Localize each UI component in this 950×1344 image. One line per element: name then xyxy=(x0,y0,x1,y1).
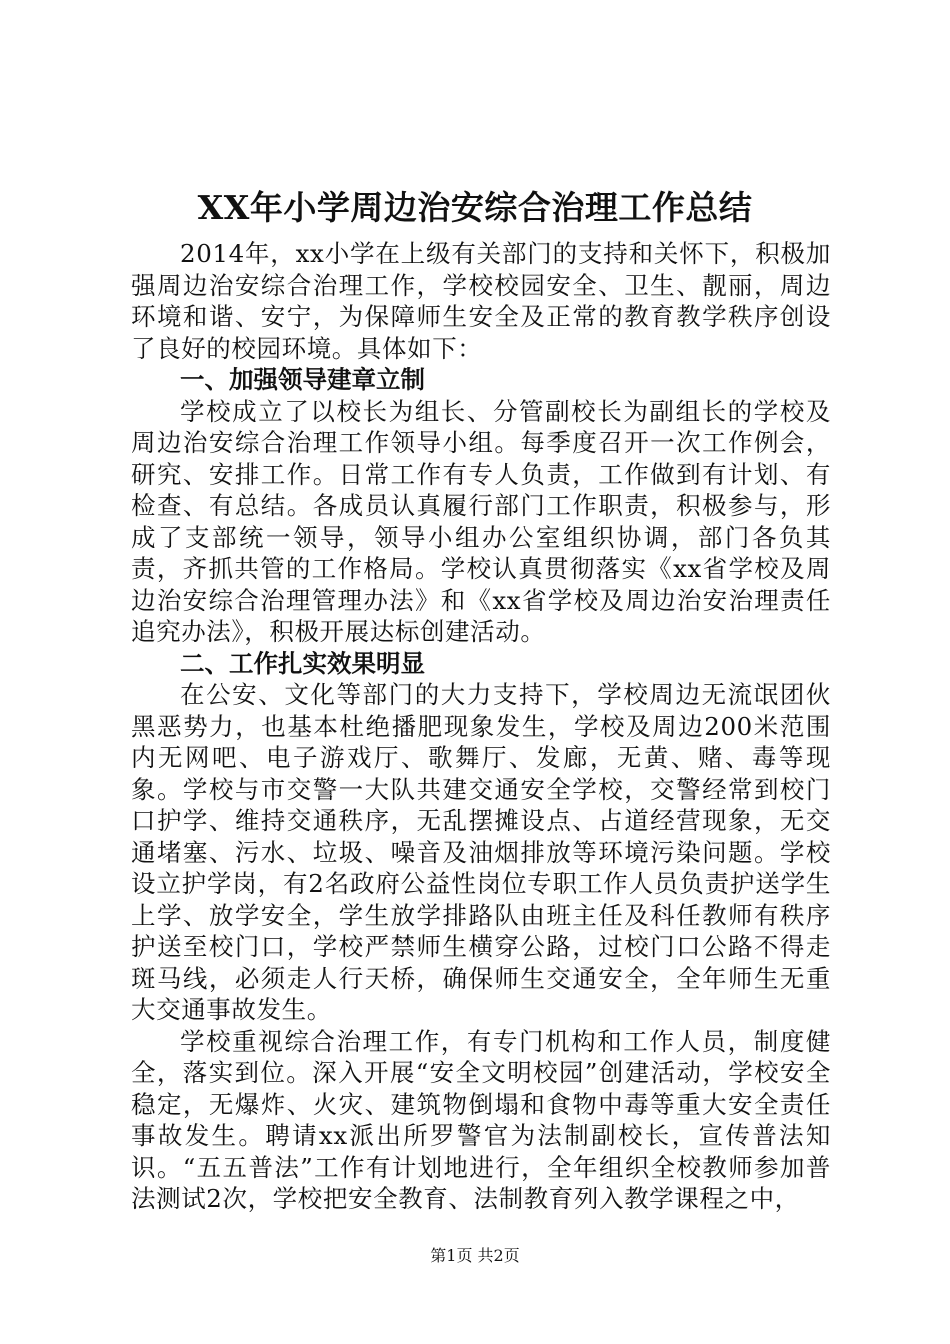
section-2-paragraph-1: 在公安、文化等部门的大力支持下，学校周边无流氓团伙黑恶势力，也基本杜绝播肥现象发生，学校及周边200米范围内无网吧、电子游戏厅、歌舞厅、发廊，无黄、赌、毒等现象。学校与市交警一大队共建交通安全学校，交警经常到校门口护学、维持交通秩序，无乱摆摊设点、占道经营现象，无交通堵塞、污水、垃圾、噪音及油烟排放等环境污染问题。学校设立护学岗，有2名政府公益性岗位专职工作人员负责护送学生上学、放学安全，学生放学排路队由班主任及科任教师有秩序护送至校门口，学校严禁师生横穿公路，过校门口公路不得走斑马线，必须走人行天桥，确保师生交通安全，全年师生无重大交通事故发生。 xyxy=(131,680,831,1024)
section-heading-2: 二、工作扎实效果明显 xyxy=(180,648,425,678)
section-1-paragraph: 学校成立了以校长为组长、分管副校长为副组长的学校及周边治安综合治理工作领导小组。每季度召开一次工作例会，研究、安排工作。日常工作有专人负责，工作做到有计划、有检查、有总结。各成员认真履行部门工作职责，积极参与，形成了支部统一领导，领导小组办公室组织协调，部门各负其责，齐抓共管的工作格局。学校认真贯彻落实《xx省学校及周边治安综合治理管理办法》和《xx省学校及周边治安治理责任追究办法》，积极开展达标创建活动。 xyxy=(131,396,831,646)
document-title: XX年小学周边治安综合治理工作总结 xyxy=(197,188,753,227)
intro-paragraph: 2014年，xx小学在上级有关部门的支持和关怀下，积极加强周边治安综合治理工作，学校校园安全、卫生、靓丽，周边环境和谐、安宁，为保障师生安全及正常的教育教学秩序创设了良好的校园环境。具体如下： xyxy=(131,239,831,363)
document-body xyxy=(131,238,831,1215)
page-number-footer: 第1页 共2页 xyxy=(430,1246,520,1265)
section-2-paragraph-2: 学校重视综合治理工作，有专门机构和工作人员，制度健全，落实到位。深入开展“安全文明校园”创建活动，学校安全稳定，无爆炸、火灾、建筑物倒塌和食物中毒等重大安全责任事故发生。聘请xx派出所罗警官为法制副校长，宣传普法知识。“五五普法”工作有计划地进行，全年组织全校教师参加普法测试2次，学校把安全教育、法制教育列入教学课程之中， xyxy=(131,1026,831,1213)
section-heading-1: 一、加强领导建章立制 xyxy=(180,365,425,394)
